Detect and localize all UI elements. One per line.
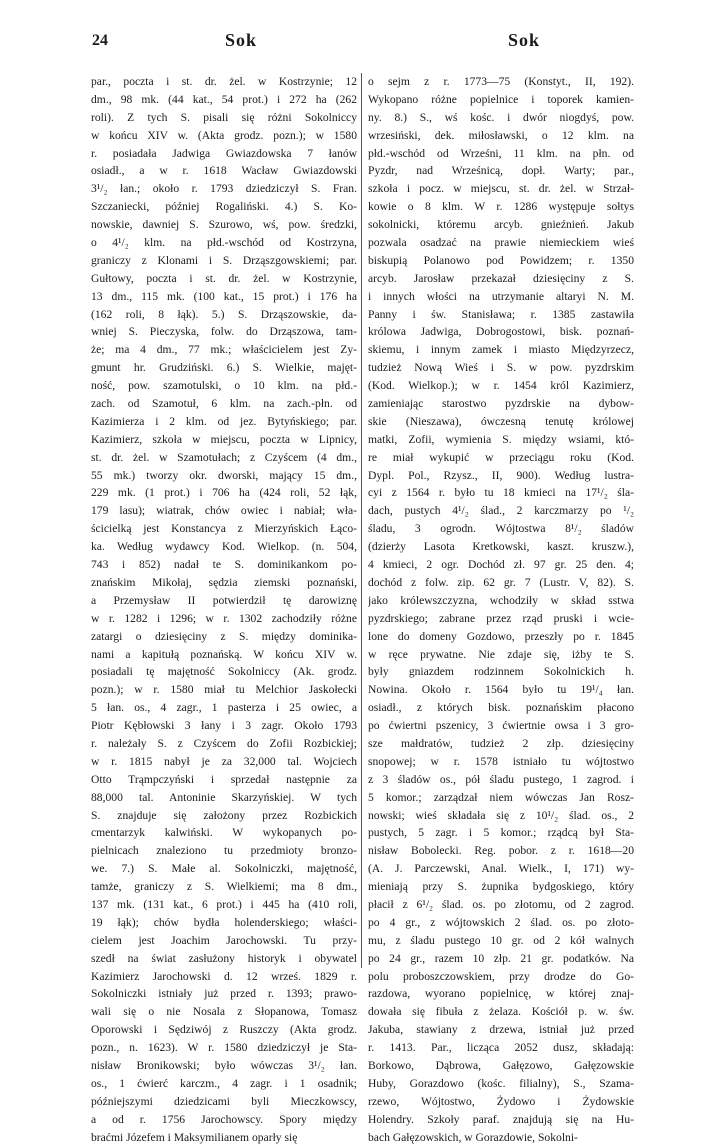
text-line: razdowa, wyorano popielnicę, w której znaj- [368,987,634,1001]
text-line: cmentarzyk kalwiński. W wykopanych po- [91,826,357,840]
text-line: roli). Z tych S. pisali się różni Sokolniccy [91,110,357,124]
text-line: 5 łan. os., 4 zagr., 1 pasterza i 25 owiec, a [91,701,357,715]
text-line: nami a kapitułą poznańską. W końcu XIV w. [91,647,357,661]
text-line: rzewo, Wójtostwo, Żydowo i Żydowskie [368,1094,634,1108]
text-line: Pyzdr, nad Wrześnicą, dopł. Warty; par., [368,164,634,178]
text-line: pielnicach znaleziono tu przedmioty bronzo- [91,844,357,858]
text-line: płd.-wschód od Wrześni, 11 klm. na płn. od [368,146,634,160]
text-line: osiadł., a w r. 1618 Wacław Gwiazdowski [91,164,357,178]
text-line: że; ma 4 dm., 77 mk.; właścicielem jest Zy- [91,343,357,357]
text-line: (dzierży Lasota Kretkowski, kaszt. kruszw.), [368,540,634,554]
text-line: zatargi o dziesięciny z S. między dominika- [91,629,357,643]
text-line: ny. 8.) S., wś kośc. i dwór niogdyś, pow. [368,110,634,124]
text-line: lone do domeny Gozdowo, przeszły po r. 1845 [368,629,634,643]
text-line: a Przemysław II potwierdził tę darowiznę [91,593,357,607]
text-line: skiemu, i innym zamek i miasto Międzyrzecz, [368,343,634,357]
text-line: we. 7.) S. Małe al. Sokolniczki, majętność, [91,862,357,876]
text-line: po 4 gr., z wójtowskich 2 ślad. os. po złoto- [368,915,634,929]
text-line: 179 lasu); wiatrak, chów owiec i nabiał; wła- [91,504,357,518]
text-line: Otto Trąmpczyński i sprzedał następnie za [91,772,357,786]
text-line: posiadali tę majętność Sokolniccy (Ak. grodz. [91,665,357,679]
text-line: ność, pow. szamotulski, o 10 klm. na płd.- [91,379,357,393]
text-line: w r. 1282 i 1296; w r. 1302 zachodziły różne [91,611,357,625]
text-line: wali się o nie Nosala z Słopanowa, Tomasz [91,1005,357,1019]
text-line: Szczaniecki, później Rogaliński. 4.) S. Ko- [91,200,357,214]
text-line: pozn.); w r. 1580 miał tu Melchior Jaskołecki [91,683,357,697]
text-line: 13 dm., 115 mk. (100 kat., 15 prot.) i 176 ha [91,289,357,303]
text-line: nowskie, dawniej S. Szurowo, wś, pow. średzki, [91,218,357,232]
column-divider [361,73,362,968]
text-line: ka. Według wydawcy Kod. Wielkop. (n. 504, [91,540,357,554]
text-line: znańskim Mikołaj, sędzia ziemski poznański, [91,575,357,589]
text-line: 55 mk.) tworzy okr. dworski, mający 15 dm., [91,468,357,482]
text-line: Huby, Gorazdowo (kośc. filialny), S., Szama- [368,1076,634,1090]
text-line: po ćwiertni pszenicy, 3 ćwiertnie owsa i 3 gro- [368,719,634,733]
text-line: ścicielką jest Konstancya z Mierzyńskich Łąco- [91,522,357,536]
text-line: sokolnicki, któremu arcyb. gnieźnień. Jakub [368,218,634,232]
text-line: tamże, graniczy z S. Wielkiemi; ma 8 dm., [91,880,357,894]
text-line: arcyb. Jarosław przekazał dziesięciny z S. [368,271,634,285]
text-line: wrzesiński, dek. miłosławski, o 12 klm. na [368,128,634,142]
text-line: Holendry. Szkoły paraf. znajdują się na Hu- [368,1112,634,1126]
text-line: re miał wykupić w przeciągu roku (Kod. [368,450,634,464]
text-line: w ręce prywatne. Nie zdaje się, iżby te S. [368,647,634,661]
text-line: 229 mk. (1 prot.) i 706 ha (424 roli, 52 łąk, [91,486,357,500]
text-line: 4 kmieci, 2 ogr. Dochód zł. 97 gr. 25 den. 4; [368,558,634,572]
text-line: osiadł., z których bisk. poznańskim płacono [368,701,634,715]
text-line: biskupią Polanowo pod Powidzem; r. 1350 [368,253,634,267]
text-line: r. należały S. z Czyścem do Zofii Rozbickiej; [91,736,357,750]
running-head-right: Sok [508,30,541,50]
text-line: snopowej; w r. 1578 istniało tu wójtostwo [368,754,634,768]
text-line: dm., 98 mk. (44 kat., 54 prot.) i 272 ha (262 [91,92,357,106]
text-line: (Kod. Wielkop.); w r. 1454 król Kazimierz, [368,379,634,393]
text-line: Wykopano różne popielnice i toporek kamien- [368,92,634,106]
text-line: 5 komor.; zarządzał niem wówczas Jan Rosz- [368,790,634,804]
text-line: matki, Zofii, wymienia S. między wsiami, któ- [368,432,634,446]
text-line: 743 i 852) nadał te S. dominikankom po- [91,558,357,572]
text-line: r. posiadała Jadwiga Gwiazdowska 7 łanów [91,146,357,160]
text-line: zamieniając starostwo pyzdrskie na dybow- [368,397,634,411]
text-line: os., 1 ćwierć karczm., 4 zagr. i 1 osadnik; [91,1076,357,1090]
text-line: o 4¹/₂ klm. na płd.-wschód od Kostrzyna, [91,236,357,250]
text-line: 88,000 tal. Antoninie Skarzyńskiej. W tych [91,790,357,804]
text-line: 3¹/₂ łan.; około r. 1793 dziedziczył S. Fran. [91,182,357,196]
text-line: mu, z śladu pustego 10 gr. od 2 kół walnych [368,933,634,947]
text-line: późniejszymi dziedzicami byli Mieczkowscy, [91,1094,357,1108]
text-line: królowa Jadwiga, Dobrogostowi, bisk. poznań- [368,325,634,339]
text-line: tudzież Nową Wieś i S. w pow. pyzdrskim [368,361,634,375]
text-line: 137 mk. (131 kat., 6 prot.) i 445 ha (410 roli, [91,897,357,911]
text-line: Kazimierz Jarochowski d. 12 wrześ. 1829 r. [91,969,357,983]
text-line: pustych, 5 zagr. i 5 komor.; rządcą był Sta- [368,826,634,840]
text-line: szkoła i pocz. w miejscu, st. dr. żel. w Strzał- [368,182,634,196]
text-line: bach Gałęzowskich, w Gorazdowie, Sokolni- [368,1130,578,1144]
text-line: Gułtowy, poczta i st. dr. żel. w Kostrzynie, [91,271,357,285]
text-line: S. znajduje się założony przez Rozbickich [91,808,357,822]
text-line: Dypl. Pol., Rzysz., II, 900). Według lustra- [368,468,634,482]
text-line: zach. od Szamotuł, 6 klm. na zach.-płn. od [91,397,357,411]
text-line: polu proboszczowskiem, przy drodze do Go- [368,969,634,983]
text-line: w końcu XIV w. (Akta grodz. pozn.); w 1580 [91,128,357,142]
text-line: Oporowski i Sędziwój z Ruszczy (Akta grodz. [91,1023,357,1037]
right-column [368,73,634,1146]
text-line: o sejm z r. 1773—75 (Konstyt., II, 192). [368,75,634,88]
text-line: nowski; wieś składała się z 10¹/₂ ślad. os., 2 [368,808,634,822]
text-line: w r. 1815 nabył je za 32,000 tal. Wojciech [91,754,357,768]
text-line: płacił z 6¹/₂ ślad. os. po złotomu, od 2 zagrod. [368,897,634,911]
text-line: sze małdratów, tudzież 2 złp. dziesięciny [368,736,634,750]
text-line: po 24 gr., razem 10 złp. 21 gr. podatków. Na [368,951,634,965]
text-line: śladu, 3 ogrodn. Wójtostwa 8¹/₂ śladów [368,522,634,536]
text-line: nisław Bronikowski; było wówczas 3¹/₂ łan. [91,1058,357,1072]
text-line: Jakuba, stawiany z drzewa, istniał już przed [368,1023,634,1037]
text-line: r. 1413. Par., licząca 2052 dusz, składają: [368,1041,634,1055]
text-line: dochód z folw. zip. 62 gr. 7 (Lustr. V, 82). S. [368,575,634,589]
text-line: pozn., n. 1623). W r. 1580 dziedziczył je Sta- [91,1041,357,1055]
text-line: pozwala osadzać na prawie niemieckiem wieś [368,236,634,250]
text-line: Nowina. Około r. 1564 było tu 19¹/₄ łan. [368,683,634,697]
text-line: 19 łąk); chów bydła holenderskiego; właści- [91,915,357,929]
text-line: szedł na świat zasłużony historyk i obywatel [91,951,357,965]
text-line: i innych włości na utrzymanie altaryi N. M. [368,289,634,303]
text-line: cyi z 1564 r. było tu 18 kmieci na 17¹/₂ śla- [368,486,634,500]
text-line: kowie o 8 klm. W r. 1286 występuje sołtys [368,200,634,214]
text-line: dowała się fibuła z żelaza. Kościół p. w. św. [368,1005,634,1019]
text-line: (A. J. Parczewski, Anal. Wielk., I, 171) wy- [368,862,634,876]
text-line: (162 roli, 8 łąk). 5.) S. Drząszowskie, da- [91,307,357,321]
text-line: st. dr. żel. w Szamotułach; z Czyścem (4 dm., [91,450,357,464]
page-number: 24 [92,32,108,49]
text-line: były gniazdem rodzinnem Sokolnickich h. [368,665,634,679]
text-line: nisław Bobolecki. Reg. pobor. z r. 1618—20 [368,844,634,858]
text-line: braćmi Józefem i Maksymilianem oparły się [91,1130,298,1144]
text-line: skie (Nieszawa), ówczesną tenutę królowej [368,414,634,428]
page-header [0,30,720,54]
text-line: dach, pustych 4¹/₂ ślad., 2 karczmarzy po ¹/₂ [368,504,634,518]
text-line: par., poczta i st. dr. żel. w Kostrzynie; 12 [91,75,357,88]
text-line: Piotr Kębłowski 3 łany i 3 zagr. Około 1793 [91,719,357,733]
text-line: mieniają przy S. żupnika bydgoskiego, który [368,880,634,894]
text-line: graniczy z Klonami i S. Drząszgowskiemi; par. [91,253,357,267]
text-line: Sokolniczki istniały już przed r. 1393; prawo- [91,987,357,1001]
text-line: Kazimierza i 2 klm. od jez. Bytyńskiego; par. [91,414,357,428]
text-line: Kazimierz, szkoła w miejscu, poczta w Lipnicy, [91,432,357,446]
text-line: cielem jest Joachim Jarochowski. Tu przy- [91,933,357,947]
text-line: jako królewszczyzna, wchodziły w skład sstwa [368,593,634,607]
running-head-left: Sok [225,30,258,50]
text-line: pyzdrskiego; zabrane przez rząd pruski i wcie- [368,611,634,625]
text-line: Panny i św. Stanisława; r. 1385 zastawiła [368,307,634,321]
text-line: Borkowo, Dąbrowa, Gałęzowo, Gałęzowskie [368,1058,634,1072]
text-line: a od r. 1756 Jarochowscy. Spory między [91,1112,357,1126]
text-line: wniej S. Pieczyska, folw. do Drząszowa, tam- [91,325,357,339]
text-line: z 3 śladów os., pół śladu pustego, 1 zagrod. i [368,772,634,786]
left-column [91,73,357,1146]
text-line: gmunt hr. Grudziński. 6.) S. Wielkie, majęt- [91,361,357,375]
